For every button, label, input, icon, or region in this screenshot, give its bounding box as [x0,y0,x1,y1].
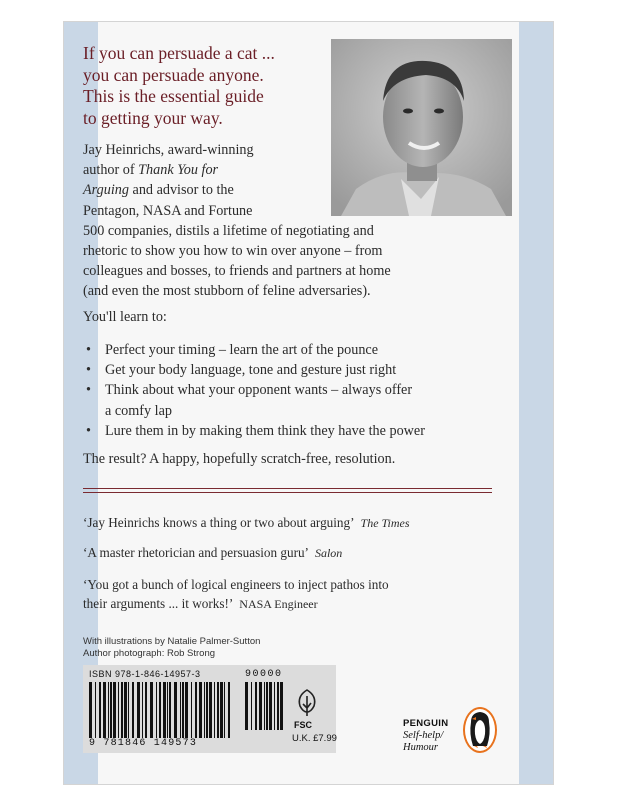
headline [83,43,323,129]
bullet-list [83,340,503,441]
photo-credit: Author photograph: Rob Strong [83,648,216,659]
headline-line: This is the essential guide [83,86,264,106]
intro-line: rhetoric to show you how to win over anyone – from [83,243,383,260]
bullet-item: • Get your body language, tone and gesture just right [83,360,503,380]
price: U.K. £7.99 [292,733,337,744]
headline-line: to getting your way. [83,107,223,128]
review-quote: ‘Jay Heinrichs knows a thing or two about arguing’ The Times [83,515,410,530]
result-line: The result? A happy, hopefully scratch-free, resolution. [83,451,396,467]
intro-line: (and even the most stubborn of feline adversaries). [83,283,371,300]
addon-barcode [245,682,285,730]
barcode [89,682,234,738]
intro-line: 500 companies, distils a lifetime of negotiating and [83,222,374,239]
right-blue-strip [519,22,553,784]
headline-line: If you can persuade a cat ... [83,43,275,63]
bullet-item: • Think about what your opponent wants – always offer a comfy lap [83,380,503,420]
intro-line: colleagues and bosses, to friends and partners at home [83,263,391,280]
category: Self-help/ Humour [403,730,444,753]
learn-intro: You'll learn to: [83,309,167,325]
isbn-label: ISBN 978-1-846-14957-3 [89,669,201,679]
credits [83,636,260,660]
divider-rule [83,488,492,489]
review-quote: ‘A master rhetorician and persuasion guru’ Salon [83,545,343,560]
fsc-label: FSC [294,720,312,730]
addon-digits: 90000 [245,669,283,680]
intro-line: Jay Heinrichs, award-winning [83,142,254,158]
intro-line: Pentagon, NASA and Fortune [83,202,253,219]
fsc-tree-icon [294,688,320,718]
bullet-item: • Lure them in by making them think they have the power [83,421,503,441]
review-quote: ‘You got a bunch of logical engineers to inject pathos into their arguments ... it works!’ NASA Engineer [83,577,389,611]
illustration-credit: With illustrations by Natalie Palmer-Sutton [83,636,261,647]
publisher-name: PENGUIN [403,718,449,729]
headline-line: you can persuade anyone. [83,64,264,85]
barcode-digits: 9 781846 149573 [89,738,198,749]
intro-line: Arguing and advisor to the [83,182,234,199]
divider-rule [83,492,492,493]
intro-line: author of Thank You for [83,162,219,179]
author-intro [83,140,503,302]
penguin-logo-icon [462,706,498,754]
bullet-item: • Perfect your timing – learn the art of the pounce [83,340,503,360]
